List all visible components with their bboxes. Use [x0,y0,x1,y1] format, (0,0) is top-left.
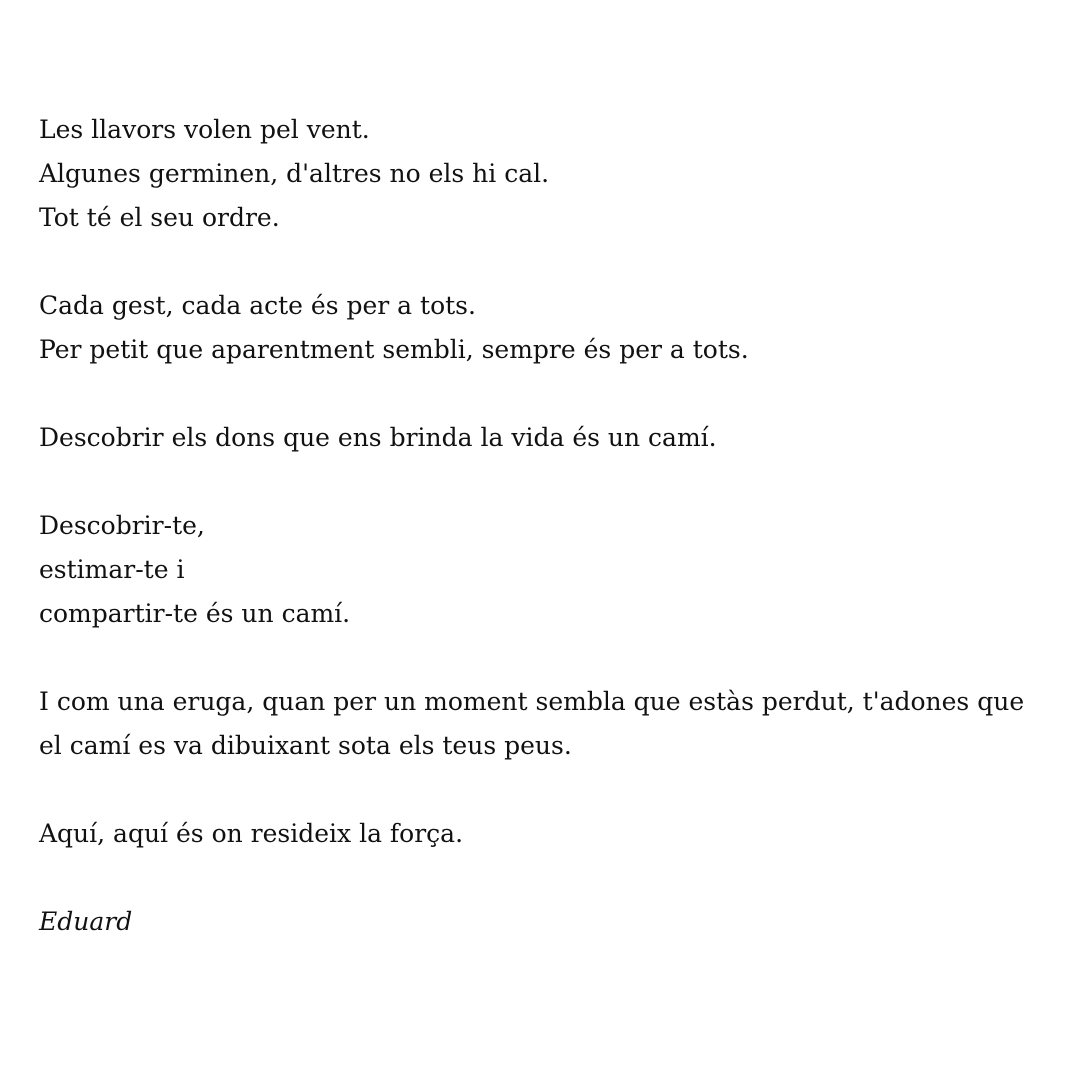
poem-line: Les llavors volen pel vent. [39,115,370,144]
stanza-1 [39,108,1040,240]
poem-line: compartir-te és un camí. [39,599,351,628]
poem-line: Tot té el seu ordre. [39,203,280,232]
stanza-3 [39,416,1040,460]
poem-line: I com una eruga, quan per un moment sembla que estàs perdut, t'adones que el camí es va dibuixant sota els teus peus. [39,687,1025,760]
poem-line: Descobrir els dons que ens brinda la vida és un camí. [39,423,717,452]
poem-line: estimar-te i [39,555,185,584]
stanza-2 [39,284,1040,372]
stanza-4 [39,504,1040,636]
poem-line: Descobrir-te, [39,511,205,540]
stanza-6 [39,812,1040,856]
author-signature: Eduard [39,907,133,936]
poem-line: Cada gest, cada acte és per a tots. [39,291,476,320]
stanza-5 [39,680,1040,768]
poem-line: Aquí, aquí és on resideix la força. [39,819,464,848]
poem-line: Algunes germinen, d'altres no els hi cal. [39,159,550,188]
poem-line: Per petit que aparentment sembli, sempre és per a tots. [39,335,749,364]
